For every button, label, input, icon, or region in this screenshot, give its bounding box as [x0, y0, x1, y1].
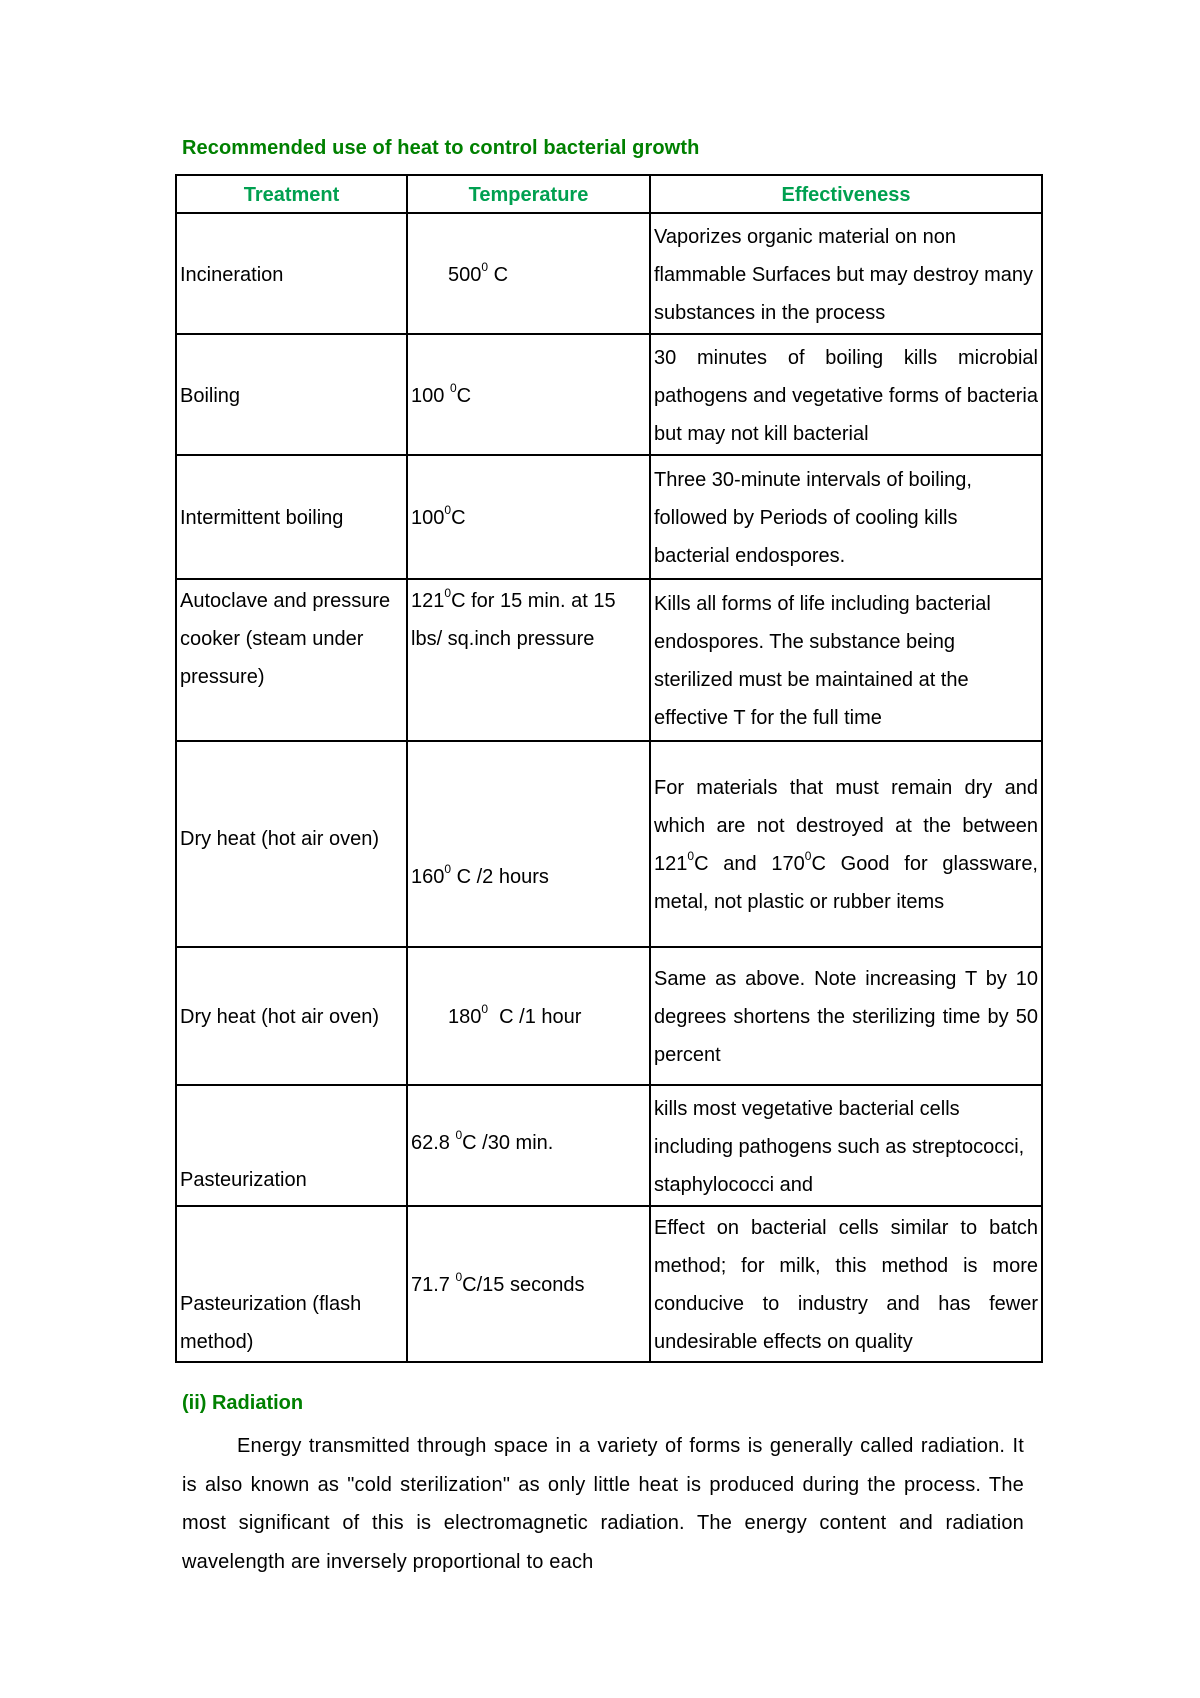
temp-value: 500	[448, 263, 482, 286]
table-row	[176, 1085, 1042, 1206]
table-caption: Recommended use of heat to control bacterial growth	[182, 137, 700, 159]
heat-treatment-table	[175, 174, 1043, 1363]
treatment-cell: Intermittent boiling	[176, 455, 407, 579]
effect-text: C Good for glassware, metal, not plastic or rubber items	[654, 853, 1038, 913]
effect-text: For materials that must remain dry and which are not destroyed at the between 121	[654, 777, 1038, 875]
effectiveness-cell: kills most vegetative bacterial cells including pathogens such as streptococci, staphylococci and	[650, 1085, 1042, 1206]
treatment-cell: Dry heat (hot air oven)	[176, 741, 407, 947]
temp-unit: C	[456, 384, 472, 407]
temperature-cell	[407, 741, 650, 947]
degree-mark: 0	[444, 862, 452, 877]
temp-unit: C /30 min.	[462, 1132, 554, 1154]
degree-mark: 0	[481, 1002, 489, 1017]
degree-mark: 0	[687, 849, 695, 864]
treatment-cell: Autoclave and pressure cooker (steam under pressure)	[176, 579, 407, 741]
table-row	[176, 947, 1042, 1085]
effectiveness-cell: Vaporizes organic material on non flammable Surfaces but may destroy many substances in the process	[650, 213, 1042, 334]
degree-mark: 0	[444, 586, 452, 601]
temp-value: 160	[411, 866, 445, 888]
temp-unit: C/15 seconds	[462, 1274, 585, 1296]
degree-mark: 0	[455, 1128, 463, 1143]
degree-mark: 0	[449, 380, 457, 395]
temp-value: 180	[448, 1006, 482, 1028]
effectiveness-cell: Kills all forms of life including bacterial endospores. The substance being sterilized must be maintained at the effective T for the full time	[650, 579, 1042, 741]
temp-unit: C	[488, 263, 509, 286]
section-paragraph: Energy transmitted through space in a variety of forms is generally called radiation. It is also known as "cold sterilization" as only little heat is produced during the process. The most significant of this is electromagnetic radiation. The energy content and radiation wavelength are inversely proportional to each	[182, 1435, 1024, 1573]
header-effectiveness: Effectiveness	[650, 175, 1042, 213]
temperature-cell	[407, 1085, 650, 1206]
table-row	[176, 579, 1042, 741]
degree-mark: 0	[444, 503, 452, 518]
degree-mark: 0	[481, 259, 489, 274]
table-row	[176, 455, 1042, 579]
header-treatment: Treatment	[176, 175, 407, 213]
temperature-cell	[407, 213, 650, 334]
effectiveness-cell: 30 minutes of boiling kills microbial pathogens and vegetative forms of bacteria but may not kill bacterial	[650, 334, 1042, 455]
section-heading: (ii) Radiation	[182, 1392, 304, 1414]
treatment-cell: Incineration	[176, 213, 407, 334]
temperature-cell	[407, 1206, 650, 1362]
temperature-cell	[407, 947, 650, 1085]
table-row	[176, 213, 1042, 334]
temp-value: 71.7	[411, 1274, 456, 1296]
table-header-row	[176, 175, 1042, 213]
temperature-cell	[407, 579, 650, 741]
effectiveness-cell	[650, 741, 1042, 947]
treatment-cell: Pasteurization	[176, 1085, 407, 1206]
degree-mark: 0	[455, 1270, 463, 1285]
treatment-cell: Dry heat (hot air oven)	[176, 947, 407, 1085]
temperature-cell	[407, 334, 650, 455]
treatment-cell: Boiling	[176, 334, 407, 455]
treatment-cell: Pasteurization (flash method)	[176, 1206, 407, 1362]
table-row	[176, 334, 1042, 455]
effectiveness-cell: Same as above. Note increasing T by 10 degrees shortens the sterilizing time by 50 percent	[650, 947, 1042, 1085]
effectiveness-cell: Effect on bacterial cells similar to batch method; for milk, this method is more conducive to industry and has fewer undesirable effects on quality	[650, 1206, 1042, 1362]
header-temperature: Temperature	[407, 175, 650, 213]
degree-mark: 0	[804, 849, 812, 864]
temp-unit: C for 15 min.	[451, 590, 566, 612]
table-row	[176, 1206, 1042, 1362]
temp-condition: at 15 lbs/ sq.inch pressure	[411, 590, 616, 650]
temp-unit: C	[451, 507, 466, 529]
temp-unit: C /1 hour	[488, 1006, 582, 1028]
effect-text: C and 170	[694, 853, 805, 875]
temp-value: 121	[411, 590, 445, 612]
temp-value: 100	[411, 507, 445, 529]
table-row	[176, 741, 1042, 947]
temp-unit: C /2 hours	[451, 866, 549, 888]
temperature-cell	[407, 455, 650, 579]
temp-value: 100	[411, 384, 450, 407]
temp-value: 62.8	[411, 1132, 456, 1154]
effectiveness-cell: Three 30-minute intervals of boiling, followed by Periods of cooling kills bacterial endospores.	[650, 455, 1042, 579]
